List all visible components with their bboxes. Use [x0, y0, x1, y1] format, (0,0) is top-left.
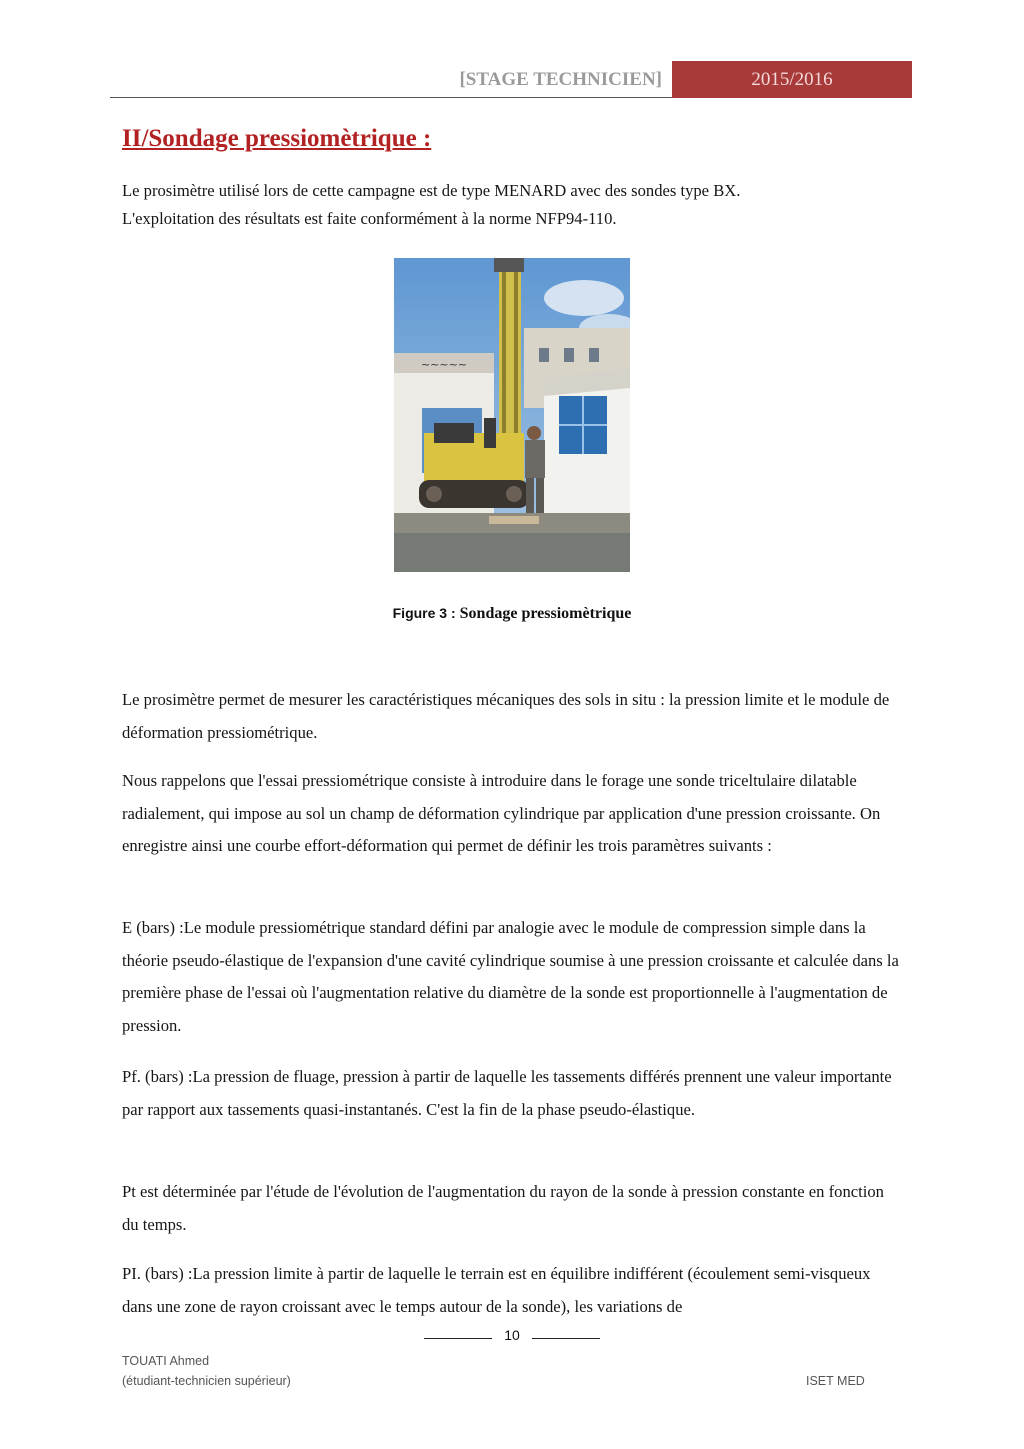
- header-year-badge: 2015/2016: [672, 61, 912, 98]
- figure-caption-text: Sondage pressiomètrique: [455, 605, 632, 622]
- drilling-rig-photo: [394, 258, 630, 572]
- paragraph-6: PI. (bars) :La pression limite à partir de laquelle le terrain est en équilibre indifférent (écoulement semi-visqueux dans une zone de rayon croissant avec le temps autour de la sonde), les variations de: [122, 1264, 871, 1316]
- figure-label: Figure 3 :: [392, 605, 456, 621]
- footer-institution: ISET MED: [806, 1374, 865, 1388]
- page-number: 10: [504, 1327, 520, 1343]
- paragraph-5: Pt est déterminée par l'étude de l'évolution de l'augmentation du rayon de la sonde à pression constante en fonction du temps.: [122, 1182, 884, 1234]
- paragraph-3: E (bars) :Le module pressiométrique standard défini par analogie avec le module de compression simple dans la théorie pseudo-élastique de l'expansion d'une cavité cylindrique soumise à une pression croissante et calculée dans la première phase de l'essai où l'augmentation relative du diamètre de la sonde est proportionnelle à l'augmentation de pression.: [122, 918, 899, 1035]
- paragraph-2: Nous rappelons que l'essai pressiométrique consiste à introduire dans le forage une sonde triceltulaire dilatable radialement, qui impose au sol un champ de déformation cylindrique par application d'une pression croissante. On enregistre ainsi une courbe effort-déformation qui permet de définir les trois paramètres suivants :: [122, 771, 881, 855]
- footer-author: TOUATI Ahmed: [122, 1354, 210, 1368]
- header-divider: [110, 97, 672, 98]
- header-title: [STAGE TECHNICIEN]: [459, 69, 662, 90]
- intro-line-2: L'exploitation des résultats est faite conformément à la norme NFP94-110.: [122, 209, 617, 228]
- svg-text:~~~~~: ~~~~~: [420, 358, 468, 371]
- footer-role: (étudiant-technicien supérieur): [122, 1374, 291, 1388]
- paragraph-4: Pf. (bars) :La pression de fluage, pression à partir de laquelle les tassements différés prennent une valeur importante par rapport aux tassements quasi-instantanés. C'est la fin de la phase pseudo-élastique.: [122, 1067, 892, 1119]
- figure-caption: [0, 601, 1024, 626]
- section-title: II/Sondage pressiomètrique :: [122, 125, 432, 152]
- intro-line-1: Le prosimètre utilisé lors de cette campagne est de type MENARD avec des sondes type BX.: [122, 181, 741, 200]
- paragraph-1: Le prosimètre permet de mesurer les caractéristiques mécaniques des sols in situ : la pression limite et le module de déformation pressiométrique.: [122, 690, 890, 742]
- footer-author-block: [122, 1351, 291, 1391]
- page-number-rule-right: [532, 1338, 600, 1339]
